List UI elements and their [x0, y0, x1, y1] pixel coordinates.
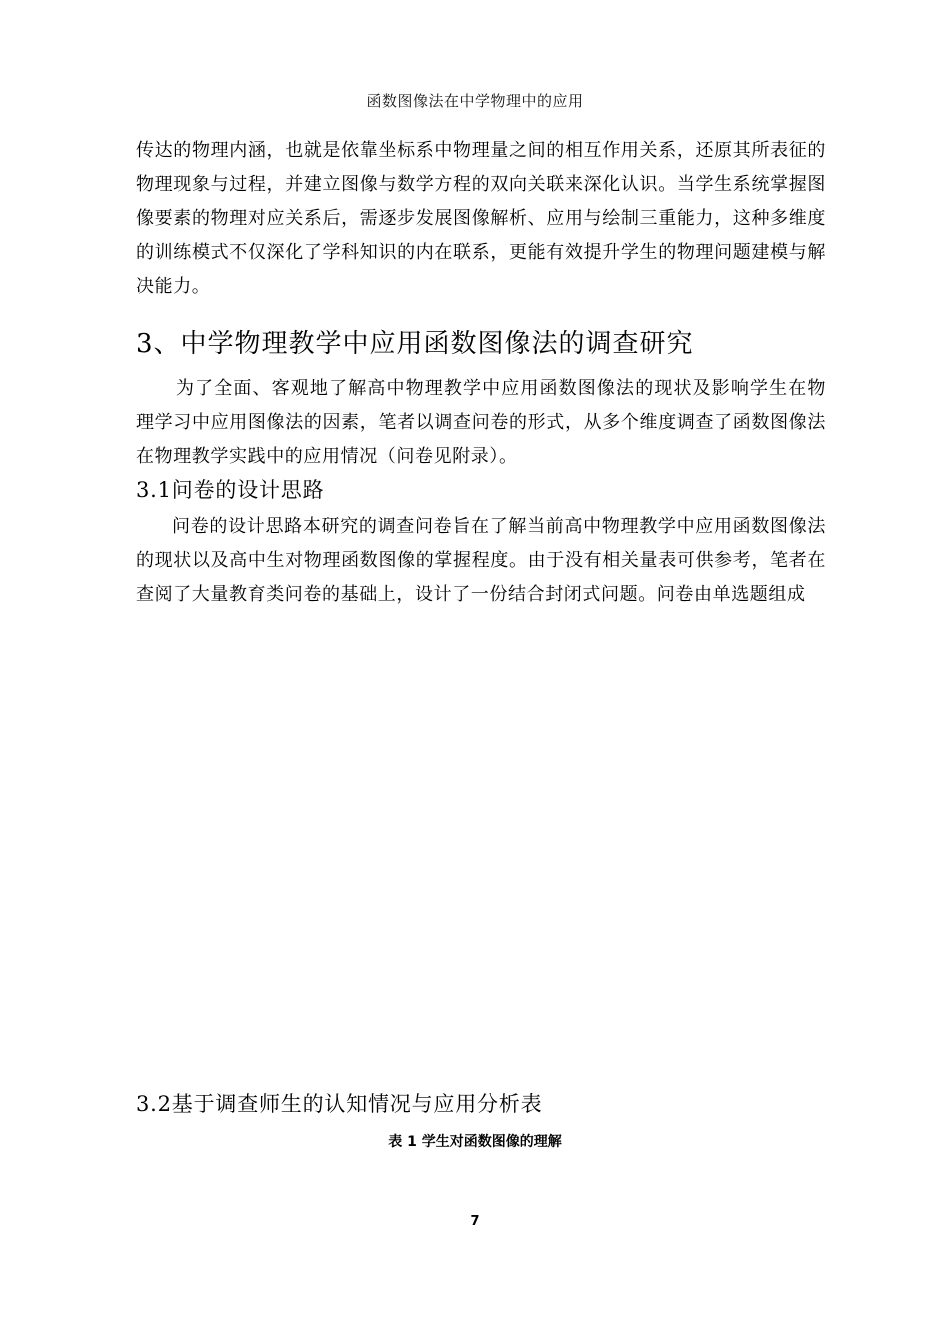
- paragraph-section-3-intro: 为了全面、客观地了解高中物理教学中应用函数图像法的现状及影响学生在物理学习中应用图像法的因素，笔者以调查问卷的形式，从多个维度调查了函数图像法在物理教学实践中的应用情况（问卷见附录）。: [136, 378, 826, 467]
- paragraph-3-1: 问卷的设计思路本研究的调查问卷旨在了解当前高中物理教学中应用函数图像法的现状以及高中生对物理函数图像的掌握程度。由于没有相关量表可供参考，笔者在查阅了大量教育类问卷的基础上，设计了一份结合封闭式问题。问卷由单选题组成: [136, 516, 826, 605]
- subsection-heading-3-2: 3.2基于调查师生的认知情况与应用分析表: [136, 1092, 543, 1116]
- section-heading-3: 3、中学物理教学中应用函数图像法的调查研究: [136, 329, 694, 359]
- running-header: 函数图像法在中学物理中的应用: [366, 92, 584, 110]
- table-caption: 表 1 学生对函数图像的理解: [388, 1134, 562, 1150]
- page-number: 7: [470, 1214, 480, 1229]
- subsection-heading-3-1: 3.1问卷的设计思路: [136, 478, 325, 502]
- paragraph-continuation: 传达的物理内涵，也就是依靠坐标系中物理量之间的相互作用关系，还原其所表征的物理现象与过程，并建立图像与数学方程的双向关联来深化认识。当学生系统掌握图像要素的物理对应关系后，需逐步发展图像解析、应用与绘制三重能力，这种多维度的训练模式不仅深化了学科知识的内在联系，更能有效提升学生的物理问题建模与解决能力。: [136, 140, 826, 297]
